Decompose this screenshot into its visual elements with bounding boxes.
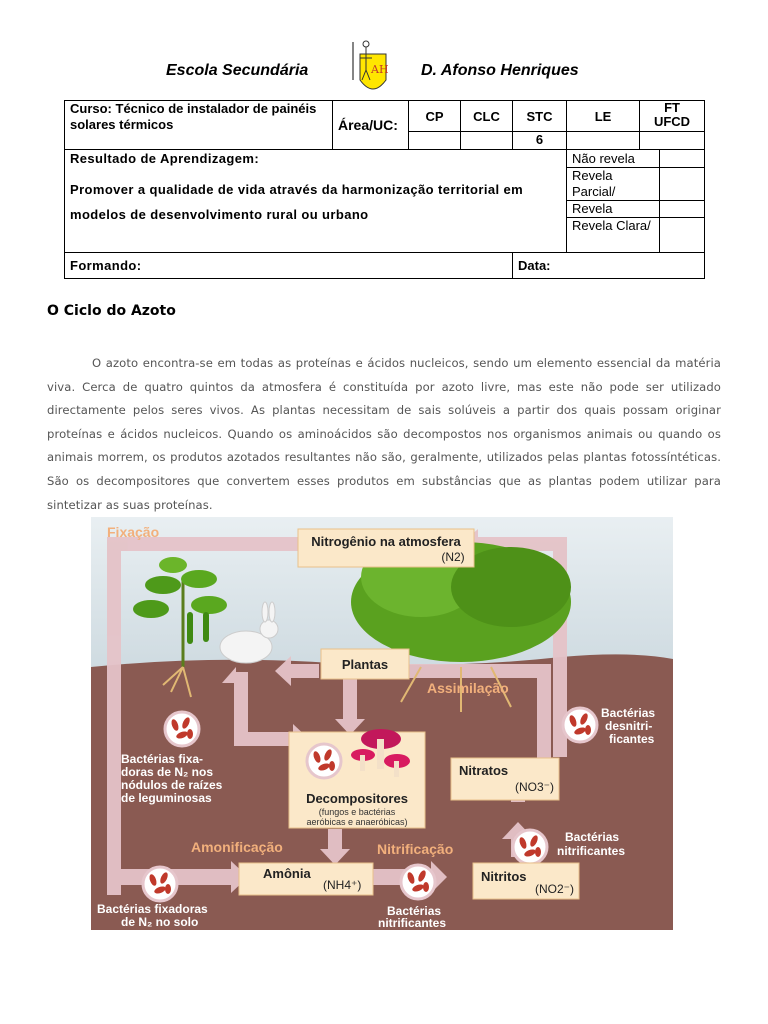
cp-value [409, 132, 461, 150]
bact-desnit-2: desnitri- [605, 719, 653, 733]
col-ft-ufcd: FT UFCD [640, 101, 705, 132]
bact-nitrif-1: Bactérias [565, 830, 620, 844]
nitrites-label: Nitritos [481, 869, 527, 884]
school-name-right: D. Afonso Henriques [421, 62, 579, 79]
bact-nitrif2-1: Bactérias [387, 904, 442, 918]
col-clc: CLC [461, 101, 513, 132]
stc-value: 6 [513, 132, 567, 150]
col-le: LE [567, 101, 640, 132]
ft-ufcd-value [640, 132, 705, 150]
bact-fix-3: nódulos de raízes [121, 778, 223, 792]
decomposers-sub1: (fungos e bactérias [318, 807, 396, 817]
bacteria-icon [401, 865, 435, 899]
col-cp: CP [409, 101, 461, 132]
rating-revela-clara-box [660, 218, 705, 253]
label-amonificacao: Amonificação [191, 839, 283, 855]
atmosphere-formula: (N2) [441, 550, 465, 564]
learning-outcome-text: Promover a qualidade de vida através da harmonização territorial em modelos de desenvolvimento rural ou urbano [70, 182, 524, 222]
nitrates-label: Nitratos [459, 763, 509, 778]
nitrites-formula: (NO2⁻) [535, 882, 574, 896]
date-label: Data: [513, 253, 705, 279]
bacteria-icon [513, 830, 547, 864]
rating-nao-revela: Não revela [567, 150, 660, 168]
label-assimilacao: Assimilação [427, 680, 509, 696]
atmosphere-label: Nitrogênio na atmosfera [311, 534, 461, 549]
bact-desnit-1: Bactérias [601, 706, 656, 720]
ammonia-formula: (NH4⁺) [323, 878, 362, 892]
bact-fix-1: Bactérias fixa- [121, 752, 204, 766]
rating-revela: Revela [567, 201, 660, 218]
decomposers-label: Decompositores [306, 791, 408, 806]
section-title: O Ciclo do Azoto [47, 303, 176, 319]
col-stc: STC [513, 101, 567, 132]
bacteria-icon [563, 708, 597, 742]
nitrates-formula: (NO3⁻) [515, 780, 554, 794]
ammonia-label: Amônia [263, 866, 311, 881]
bact-fix-2: doras de N₂ nos [121, 765, 214, 779]
bact-solo-1: Bactérias fixadoras [97, 902, 208, 916]
bact-nitrif2-2: nitrificantes [378, 916, 447, 930]
course-info-table [64, 100, 705, 279]
rating-nao-revela-box [660, 150, 705, 168]
course-label: Curso: Técnico de instalador de painéis solares térmicos [65, 101, 333, 150]
learning-outcome-label: Resultado de Aprendizagem: [70, 151, 260, 166]
nitrogen-cycle-diagram [91, 517, 673, 930]
plants-label: Plantas [341, 657, 389, 672]
rating-revela-clara: Revela Clara/ [567, 218, 660, 253]
label-fixacao: Fixação [107, 524, 160, 540]
rating-revela-parcial: Revela Parcial/ [567, 168, 660, 201]
bacteria-icon [143, 867, 177, 901]
bacteria-icon [307, 744, 341, 778]
bacteria-icon [165, 712, 199, 746]
bact-nitrif-2: nitrificantes [557, 844, 626, 858]
bact-desnit-3: ficantes [609, 732, 655, 746]
decomposers-sub2: aeróbicas e anaeróbicas) [306, 817, 408, 827]
school-name-left: Escola Secundária [166, 62, 309, 79]
trainee-label: Formando: [65, 253, 513, 279]
le-value [567, 132, 640, 150]
area-uc-label: Área/UC: [333, 101, 409, 150]
bact-solo-2: de N₂ no solo [121, 915, 199, 929]
school-logo [346, 40, 398, 100]
clc-value [461, 132, 513, 150]
label-nitrificacao: Nitrificação [377, 841, 454, 857]
intro-paragraph: O azoto encontra-se em todas as proteínas e ácidos nucleicos, sendo um elemento essencial da matéria viva. Cerca de quatro quintos da atmosfera é constituída por azoto livre, mas este não pode ser utilizado directamente pelos seres vivos. As plantas necessitam de sais solúveis a partir dos quais possam originar proteínas e ácidos nucleicos. Quando os aminoácidos são decompostos nos organismos animais ou quando os animais morrem, os produtos azotados resultantes não são, geralmente, utilizados pelas plantas fotossíntéticas. São os decompositores que convertem esses produtos em substâncias que as plantas podem utilizar para sintetizar as suas proteínas. [47, 356, 721, 512]
rating-revela-parcial-box [660, 168, 705, 201]
svg-text:AH: AH [371, 63, 389, 76]
learning-outcome-cell [65, 150, 567, 253]
rating-revela-box [660, 201, 705, 218]
bact-fix-4: de leguminosas [121, 791, 212, 805]
